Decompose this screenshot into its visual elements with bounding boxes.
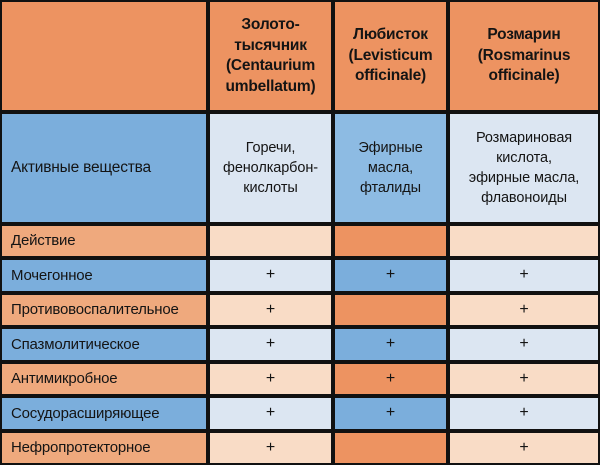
header-line: Любисток [353,26,428,44]
cell-mark-present: + [208,396,333,431]
table-row-active-substances [0,112,600,223]
header-line: Золото- [241,15,300,33]
row-label: Противовоспалительное [0,293,208,328]
substance-line: Горечи, [245,139,296,156]
substance-line: эфирные масла, [468,169,580,186]
header-line: (Centaurium [225,57,316,75]
cell-mark-present: + [208,327,333,362]
cell-mark-present: + [448,362,600,397]
header-line: (Levisticum [348,46,433,64]
table-row [0,362,600,397]
header-corner-cell [0,0,208,112]
row-label: Мочегонное [0,258,208,293]
cell-mark-present: + [208,293,333,328]
cell-mark-present: + [333,258,448,293]
header-line: officinale) [488,67,560,85]
cell-mark-present: + [448,293,600,328]
header-cell-centaurium [208,0,333,112]
header-line: тысячник [234,36,307,54]
cell-substances-rosmarinus [448,112,600,223]
table-row [0,396,600,431]
cell-substances-centaurium [208,112,333,223]
cell-mark-absent [448,224,600,259]
header-line: Розмарин [487,26,561,44]
substance-line: кислоты [243,179,298,196]
table-row [0,431,600,465]
cell-mark-present: + [208,362,333,397]
table-header-row [0,0,600,112]
cell-mark-present: + [333,362,448,397]
row-label: Сосудорасширяющее [0,396,208,431]
header-line: officinale) [354,67,426,85]
cell-mark-absent [333,224,448,259]
table-row [0,224,600,259]
cell-mark-present: + [333,396,448,431]
row-label: Антимикробное [0,362,208,397]
row-label-active-substances: Активные вещества [0,112,208,223]
substance-line: Эфирные [358,139,423,156]
table-row [0,327,600,362]
substance-line: флавоноиды [481,189,567,206]
cell-mark-present: + [208,258,333,293]
cell-mark-present: + [448,396,600,431]
cell-mark-present: + [448,327,600,362]
row-label: Нефропротекторное [0,431,208,465]
header-cell-levisticum [333,0,448,112]
table-row [0,258,600,293]
cell-mark-absent [208,224,333,259]
substance-line: Розмариновая [475,129,573,146]
header-cell-rosmarinus [448,0,600,112]
cell-mark-absent [333,431,448,465]
substance-line: масла, [367,159,414,176]
row-label: Спазмолитическое [0,327,208,362]
cell-mark-absent [333,293,448,328]
substance-line: кислота, [496,149,552,166]
cell-mark-present: + [448,431,600,465]
cell-mark-present: + [208,431,333,465]
header-line: (Rosmarinus [477,46,571,64]
row-label: Действие [0,224,208,259]
table-row [0,293,600,328]
substance-line: фенолкарбон- [222,159,318,176]
substance-line: фталиды [360,179,421,196]
effect-rows-group [0,224,600,465]
cell-mark-present: + [448,258,600,293]
header-line: umbellatum) [225,77,316,95]
cell-mark-present: + [333,327,448,362]
cell-substances-levisticum [333,112,448,223]
